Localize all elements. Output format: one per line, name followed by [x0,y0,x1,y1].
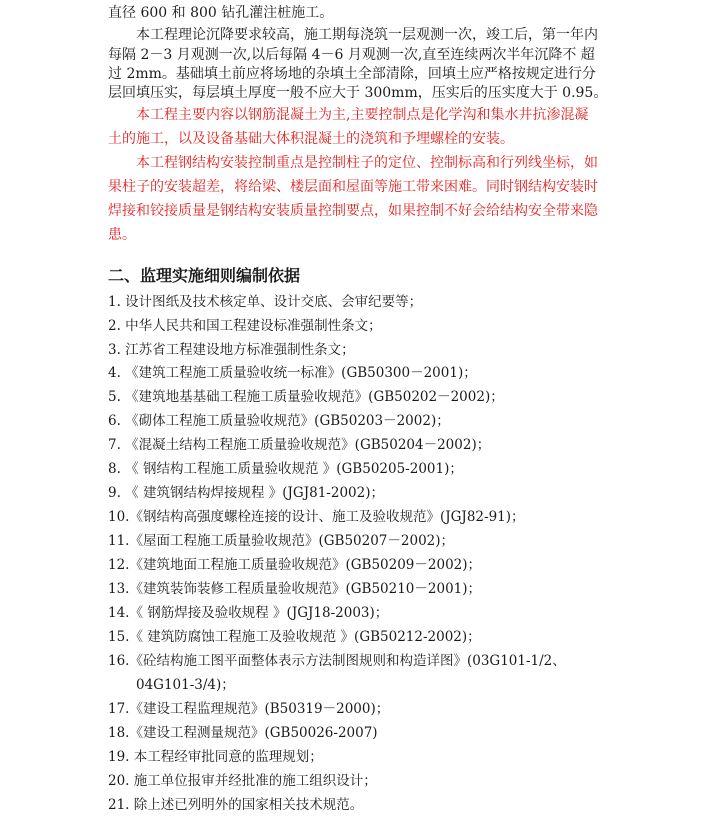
list-item: 16.《砼结构施工图平面整体表示方法制图规则和构造详图》(03G101-1/2、 [108,653,566,669]
list-item: 12.《建筑地面工程施工质量验收规范》(GB50209－2002)； [108,557,482,573]
list-item: 1. 设计图纸及技术核定单、设计交底、会审纪要等； [108,294,423,310]
list-item: 8. 《 钢结构工程施工质量验收规范 》(GB50205-2001)； [108,461,463,477]
paragraph-line-highlight: 本工程钢结构安装控制重点是控制柱子的定位、控制标高和行列线坐标，如 [136,155,598,171]
paragraph-line: 直径 600 和 800 钻孔灌注桩施工。 [108,5,334,21]
paragraph-line: 层回填压实，每层填土厚度一般不应大于 300mm，压实后的压实度大于 0.95。 [108,85,608,101]
list-item: 17.《建设工程监理规范》(B50319－2000)； [108,701,390,717]
list-item: 11.《屋面工程施工质量验收规范》(GB50207－2002)； [108,533,455,549]
paragraph-line: 本工程理论沉降要求较高，施工期每浇筑一层观测一次，竣工后，第一年内 [136,27,598,43]
list-item: 6. 《砌体工程施工质量验收规范》(GB50203－2002)； [108,413,450,429]
paragraph-line-highlight: 患。 [108,227,136,243]
paragraph-line-highlight: 土的施工，以及设备基础大体积混凝土的浇筑和予埋螺栓的安装。 [108,131,514,147]
list-item: 19. 本工程经审批同意的监理规划； [108,749,323,765]
list-item: 3. 江苏省工程建设地方标准强制性条文； [108,342,355,358]
list-item: 20. 施工单位报审并经批准的施工组织设计； [108,773,377,789]
list-item: 2. 中华人民共和国工程建设标准强制性条文； [108,318,382,334]
list-item: 9. 《 建筑钢结构焊接规程 》(JGJ81-2002)； [108,485,384,501]
paragraph-line-highlight: 焊接和铰接质量是钢结构安装质量控制要点，如果控制不好会给结构安全带来隐 [108,203,598,219]
paragraph-line-highlight: 果柱子的安装超差，将给梁、楼层面和屋面等施工带来困难。同时钢结构安装时 [108,179,598,195]
list-item: 21. 除上述已列明外的国家相关技术规范。 [108,797,364,813]
section-heading: 二、监理实施细则编制依据 [108,266,301,285]
list-item: 14.《 钢筋焊接及验收规程 》(JGJ18-2003)； [108,605,389,621]
list-item: 7. 《混凝土结构工程施工质量验收规范》(GB50204－2002)； [108,437,491,453]
paragraph-line-highlight: 本工程主要内容以钢筋混凝土为主,主要控制点是化学沟和集水井抗渗混凝 [136,107,589,123]
paragraph-line: 每隔 2－3 月观测一次,以后每隔 4－6 月观测一次,直至连续两次半年沉降不 超 [108,47,595,63]
list-item: 13.《建筑装饰装修工程质量验收规范》(GB50210－2001)； [108,581,482,597]
paragraph-line: 过 2mm。基础填土前应将场地的杂填土全部清除，回填土应严格按规定进行分 [108,66,596,82]
list-item: 4. 《建筑工程施工质量验收统一标准》(GB50300－2001)； [108,365,477,381]
list-item: 10.《钢结构高强度螺栓连接的设计、施工及验收规范》(JGJ82-91)； [108,509,525,525]
list-item: 18.《建设工程测量规范》(GB50026-2007) [108,725,378,741]
list-item-continuation: 04G101-3/4)； [136,677,235,693]
list-item: 15.《 建筑防腐蚀工程施工及验收规范 》(GB50212-2002)； [108,629,481,645]
list-item: 5. 《建筑地基基础工程施工质量验收规范》(GB50202－2002)； [108,389,504,405]
